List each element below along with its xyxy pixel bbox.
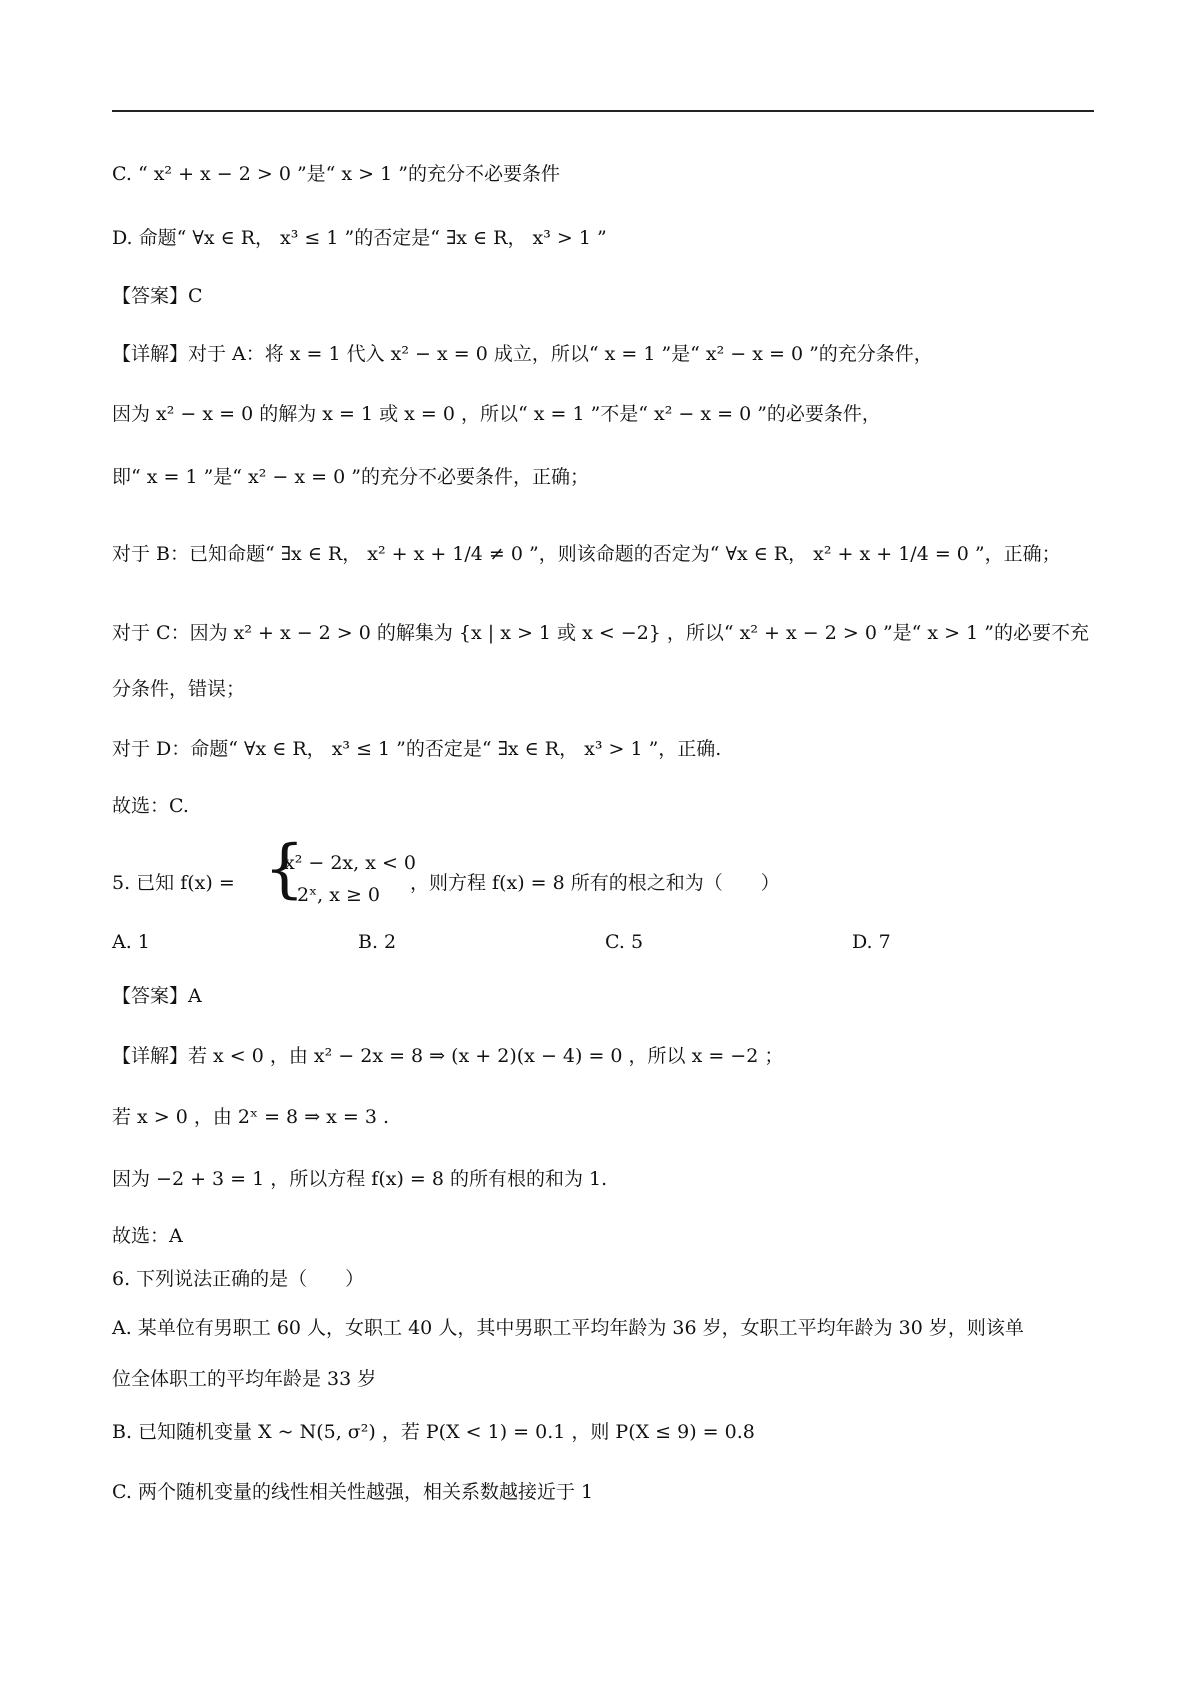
explanation-d-line: 对于 D：命题“ ∀x ∈ R， x³ ≤ 1 ”的否定是“ ∃x ∈ R， x³ > 1 ”，正确. [112, 738, 722, 760]
q5-option-c: C. 5 [605, 931, 644, 953]
question-6: 6. 下列说法正确的是（ ） [112, 1268, 365, 1290]
explanation-5-line-2: 若 x > 0 ，由 2ˣ = 8 ⇒ x = 3 . [112, 1106, 390, 1128]
q5-option-d: D. 7 [852, 931, 891, 953]
explanation-a-line-3: 即“ x = 1 ”是“ x² − x = 0 ”的充分不必要条件，正确； [112, 466, 589, 488]
answer-line-5: 【答案】A [112, 985, 202, 1007]
q5-option-b: B. 2 [358, 931, 397, 953]
explanation-c-line-1: 对于 C：因为 x² + x − 2 > 0 的解集为 {x | x > 1 或 x < −2} ，所以“ x² + x − 2 > 0 ”是“ x > 1 ”的必要不充 [112, 622, 1089, 644]
explanation-c-line-2: 分条件，错误； [112, 678, 246, 700]
conclusion-line-5: 故选：A [112, 1225, 183, 1247]
explanation-a-line-1: 【详解】对于 A：将 x = 1 代入 x² − x = 0 成立，所以“ x = 1 ”是“ x² − x = 0 ”的充分条件， [112, 343, 933, 365]
conclusion-line: 故选：C. [112, 795, 189, 817]
question-5 [112, 832, 1092, 925]
question-5-suffix: ，则方程 f(x) = 8 所有的根之和为（ ） [410, 872, 780, 894]
explanation-5-line-1: 【详解】若 x < 0 ，由 x² − 2x = 8 ⇒ (x + 2)(x − 4) = 0 ，所以 x = −2 ； [112, 1045, 784, 1067]
explanation-b-line: 对于 B：已知命题“ ∃x ∈ R， x² + x + 1/4 ≠ 0 ”，则该命题的否定为“ ∀x ∈ R， x² + x + 1/4 = 0 ”，正确； [112, 543, 1061, 565]
q6-option-a-line-2: 位全体职工的平均年龄是 33 岁 [112, 1368, 377, 1390]
piecewise-case-1: x² − 2x, x < 0 [284, 852, 417, 874]
header-rule [112, 110, 1094, 112]
option-c-statement: C. “ x² + x − 2 > 0 ”是“ x > 1 ”的充分不必要条件 [112, 163, 560, 185]
explanation-a-line-2: 因为 x² − x = 0 的解为 x = 1 或 x = 0 ，所以“ x = 1 ”不是“ x² − x = 0 ”的必要条件， [112, 403, 881, 425]
q6-option-a-line-1: A. 某单位有男职工 60 人，女职工 40 人，其中男职工平均年龄为 36 岁，女职工平均年龄为 30 岁，则该单 [112, 1317, 1024, 1339]
option-d-statement: D. 命题“ ∀x ∈ R， x³ ≤ 1 ”的否定是“ ∃x ∈ R， x³ > 1 ” [112, 227, 607, 249]
answer-line: 【答案】C [112, 285, 203, 307]
q5-option-a: A. 1 [112, 931, 150, 953]
piecewise-brace: { [264, 832, 305, 906]
explanation-5-line-3: 因为 −2 + 3 = 1 ，所以方程 f(x) = 8 的所有根的和为 1. [112, 1168, 608, 1190]
q6-option-c: C. 两个随机变量的线性相关性越强，相关系数越接近于 1 [112, 1481, 594, 1503]
piecewise-case-2: 2ˣ, x ≥ 0 [297, 884, 381, 906]
q6-option-b: B. 已知随机变量 X ~ N(5, σ²) ，若 P(X < 1) = 0.1 ，则 P(X ≤ 9) = 0.8 [112, 1421, 755, 1443]
question-5-prefix: 5. 已知 f(x) = [112, 872, 235, 894]
